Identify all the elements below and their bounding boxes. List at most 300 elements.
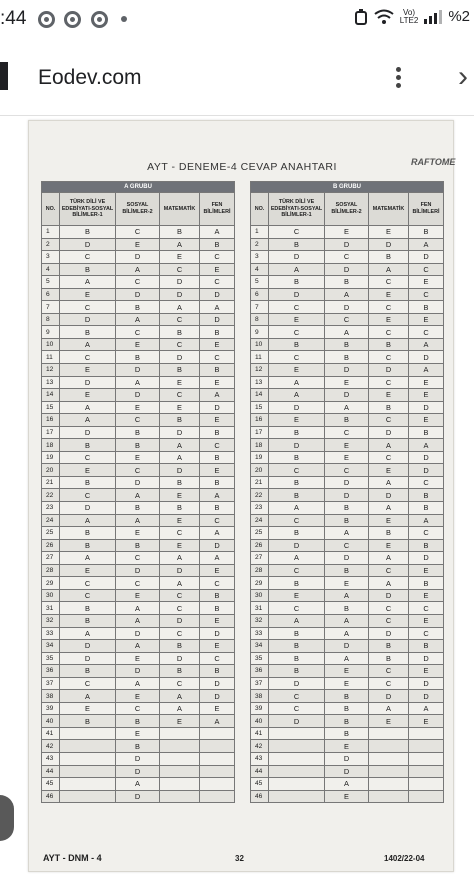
answer-cell: C bbox=[325, 426, 369, 439]
answer-cell: C bbox=[369, 564, 409, 577]
question-number: 26 bbox=[42, 539, 60, 552]
answer-cell: A bbox=[116, 376, 160, 389]
answer-cell bbox=[269, 790, 325, 803]
answer-cell: D bbox=[269, 251, 325, 264]
answer-cell: B bbox=[369, 640, 409, 653]
answer-cell: C bbox=[269, 301, 325, 314]
question-number: 13 bbox=[42, 376, 60, 389]
answer-cell: D bbox=[409, 652, 444, 665]
answer-cell: A bbox=[325, 401, 369, 414]
table-row bbox=[251, 451, 444, 464]
table-row bbox=[42, 665, 235, 678]
answer-cell: C bbox=[116, 326, 160, 339]
answer-cell: E bbox=[269, 589, 325, 602]
answer-cell: B bbox=[269, 640, 325, 653]
answer-cell: B bbox=[160, 226, 200, 239]
question-number: 37 bbox=[42, 677, 60, 690]
back-edge-icon[interactable] bbox=[0, 62, 8, 90]
answer-cell: E bbox=[325, 577, 369, 590]
table-row bbox=[42, 476, 235, 489]
answer-cell: C bbox=[116, 226, 160, 239]
table-row bbox=[42, 539, 235, 552]
answer-cell: C bbox=[60, 351, 116, 364]
answer-cell: E bbox=[60, 288, 116, 301]
answer-cell: B bbox=[200, 451, 235, 464]
question-number: 8 bbox=[42, 313, 60, 326]
table-row bbox=[42, 652, 235, 665]
table-row bbox=[42, 451, 235, 464]
status-bar bbox=[0, 0, 474, 40]
answer-cell: D bbox=[409, 552, 444, 565]
answer-cell: A bbox=[325, 614, 369, 627]
answer-cell: D bbox=[325, 301, 369, 314]
answer-cell: D bbox=[60, 376, 116, 389]
question-number: 45 bbox=[42, 778, 60, 791]
answer-table-a bbox=[41, 181, 235, 803]
answer-cell: E bbox=[269, 313, 325, 326]
answer-cell: D bbox=[369, 489, 409, 502]
table-row bbox=[42, 276, 235, 289]
table-row bbox=[42, 263, 235, 276]
battery-percent: %2 bbox=[448, 8, 470, 25]
answer-cell: B bbox=[369, 251, 409, 264]
group-header: A GRUBU bbox=[42, 182, 235, 193]
answer-cell: A bbox=[369, 476, 409, 489]
answer-cell: B bbox=[60, 263, 116, 276]
answer-cell bbox=[160, 790, 200, 803]
table-row bbox=[42, 527, 235, 540]
answer-cell: D bbox=[160, 276, 200, 289]
column-header: TÜRK DİLİ VE EDEBİYATI-SOSYAL BİLİMLER-1 bbox=[60, 193, 116, 226]
answer-cell: B bbox=[160, 502, 200, 515]
answer-cell: C bbox=[160, 602, 200, 615]
answer-cell: E bbox=[200, 464, 235, 477]
answer-cell: E bbox=[60, 464, 116, 477]
answer-cell: D bbox=[160, 614, 200, 627]
answer-cell: B bbox=[409, 577, 444, 590]
answer-cell bbox=[200, 727, 235, 740]
question-number: 43 bbox=[42, 752, 60, 765]
answer-cell: A bbox=[60, 552, 116, 565]
group-header: B GRUBU bbox=[251, 182, 444, 193]
table-row bbox=[42, 439, 235, 452]
answer-cell: B bbox=[60, 226, 116, 239]
answer-cell: C bbox=[160, 527, 200, 540]
answer-key-document bbox=[28, 120, 454, 872]
answer-cell: B bbox=[325, 276, 369, 289]
answer-cell bbox=[200, 740, 235, 753]
answer-cell: C bbox=[160, 313, 200, 326]
question-number: 34 bbox=[251, 640, 269, 653]
answer-cell: B bbox=[269, 577, 325, 590]
answer-cell: D bbox=[160, 288, 200, 301]
answer-cell: D bbox=[369, 426, 409, 439]
wifi-icon bbox=[374, 9, 394, 25]
answer-cell: B bbox=[116, 426, 160, 439]
table-row bbox=[42, 338, 235, 351]
answer-cell: E bbox=[409, 589, 444, 602]
table-row bbox=[251, 640, 444, 653]
answer-cell bbox=[369, 752, 409, 765]
answer-cell: C bbox=[116, 414, 160, 427]
answer-cell: E bbox=[409, 414, 444, 427]
table-row bbox=[42, 790, 235, 803]
answer-cell: A bbox=[325, 627, 369, 640]
answer-cell: B bbox=[200, 364, 235, 377]
column-header: NO. bbox=[251, 193, 269, 226]
side-handle-button[interactable] bbox=[0, 795, 14, 841]
answer-cell: D bbox=[369, 364, 409, 377]
answer-cell: B bbox=[200, 589, 235, 602]
question-number: 21 bbox=[42, 476, 60, 489]
question-number: 6 bbox=[42, 288, 60, 301]
table-row bbox=[251, 740, 444, 753]
column-header: NO. bbox=[42, 193, 60, 226]
answer-cell: C bbox=[369, 614, 409, 627]
answer-cell: E bbox=[409, 715, 444, 728]
table-row bbox=[251, 715, 444, 728]
question-number: 11 bbox=[251, 351, 269, 364]
table-row bbox=[251, 702, 444, 715]
answer-cell: B bbox=[160, 364, 200, 377]
answer-cell: B bbox=[269, 451, 325, 464]
answer-cell: E bbox=[369, 514, 409, 527]
answer-cell bbox=[269, 740, 325, 753]
answer-cell: C bbox=[160, 263, 200, 276]
question-number: 35 bbox=[251, 652, 269, 665]
answer-cell: B bbox=[269, 426, 325, 439]
answer-cell bbox=[269, 727, 325, 740]
table-row bbox=[42, 564, 235, 577]
answer-cell: C bbox=[269, 702, 325, 715]
answer-cell: B bbox=[60, 326, 116, 339]
answer-cell: B bbox=[200, 665, 235, 678]
answer-cell bbox=[160, 727, 200, 740]
answer-cell: E bbox=[325, 677, 369, 690]
answer-cell: A bbox=[160, 439, 200, 452]
question-number: 24 bbox=[42, 514, 60, 527]
question-number: 36 bbox=[251, 665, 269, 678]
answer-cell: B bbox=[409, 489, 444, 502]
answer-cell: B bbox=[200, 476, 235, 489]
answer-cell: E bbox=[369, 715, 409, 728]
answer-cell: E bbox=[60, 564, 116, 577]
answer-cell: E bbox=[369, 288, 409, 301]
question-number: 44 bbox=[42, 765, 60, 778]
table-row bbox=[251, 263, 444, 276]
answer-cell bbox=[60, 740, 116, 753]
answer-cell: E bbox=[409, 376, 444, 389]
answer-cell bbox=[369, 740, 409, 753]
table-row bbox=[42, 640, 235, 653]
more-options-icon[interactable] bbox=[392, 64, 404, 94]
answer-cell: A bbox=[369, 552, 409, 565]
table-row bbox=[251, 502, 444, 515]
answer-cell: E bbox=[160, 401, 200, 414]
answer-cell: B bbox=[325, 502, 369, 515]
question-number: 1 bbox=[42, 226, 60, 239]
answer-cell: C bbox=[409, 527, 444, 540]
question-number: 15 bbox=[251, 401, 269, 414]
answer-cell: D bbox=[269, 539, 325, 552]
chevron-right-icon[interactable]: › bbox=[458, 60, 468, 93]
answer-cell: A bbox=[269, 376, 325, 389]
table-row bbox=[42, 401, 235, 414]
question-number: 46 bbox=[42, 790, 60, 803]
answer-cell: A bbox=[60, 338, 116, 351]
answer-cell: A bbox=[269, 263, 325, 276]
answer-cell: B bbox=[325, 727, 369, 740]
question-number: 45 bbox=[251, 778, 269, 791]
answer-cell: A bbox=[60, 627, 116, 640]
table-row bbox=[42, 326, 235, 339]
answer-cell: C bbox=[325, 464, 369, 477]
answer-cell: A bbox=[200, 301, 235, 314]
answer-cell: E bbox=[200, 414, 235, 427]
answer-cell bbox=[369, 727, 409, 740]
answer-cell: D bbox=[60, 313, 116, 326]
answer-cell: C bbox=[200, 577, 235, 590]
answer-cell: D bbox=[325, 552, 369, 565]
answer-cell: C bbox=[369, 414, 409, 427]
answer-cell: C bbox=[325, 313, 369, 326]
question-number: 38 bbox=[251, 690, 269, 703]
question-number: 29 bbox=[42, 577, 60, 590]
question-number: 24 bbox=[251, 514, 269, 527]
question-number: 19 bbox=[42, 451, 60, 464]
question-number: 17 bbox=[251, 426, 269, 439]
answer-cell: B bbox=[269, 338, 325, 351]
answer-cell: B bbox=[60, 439, 116, 452]
question-number: 13 bbox=[251, 376, 269, 389]
answer-cell: D bbox=[409, 464, 444, 477]
question-number: 30 bbox=[42, 589, 60, 602]
answer-cell: D bbox=[200, 539, 235, 552]
question-number: 25 bbox=[251, 527, 269, 540]
table-row bbox=[42, 778, 235, 791]
answer-cell: D bbox=[409, 690, 444, 703]
browser-toolbar bbox=[0, 40, 474, 116]
answer-cell: B bbox=[325, 414, 369, 427]
table-row bbox=[251, 414, 444, 427]
answer-cell: B bbox=[409, 539, 444, 552]
question-number: 37 bbox=[251, 677, 269, 690]
answer-cell: A bbox=[325, 652, 369, 665]
table-row bbox=[42, 238, 235, 251]
answer-cell: A bbox=[160, 451, 200, 464]
answer-cell: C bbox=[200, 351, 235, 364]
answer-cell bbox=[409, 790, 444, 803]
answer-cell: A bbox=[160, 552, 200, 565]
answer-cell: A bbox=[369, 502, 409, 515]
answer-cell: E bbox=[409, 564, 444, 577]
url-title[interactable]: Eodev.com bbox=[38, 66, 142, 89]
table-row bbox=[42, 426, 235, 439]
answer-cell: C bbox=[200, 439, 235, 452]
answer-cell: D bbox=[269, 439, 325, 452]
answer-cell: A bbox=[200, 715, 235, 728]
table-row bbox=[42, 765, 235, 778]
table-row bbox=[42, 702, 235, 715]
question-number: 17 bbox=[42, 426, 60, 439]
question-number: 28 bbox=[251, 564, 269, 577]
answer-cell: B bbox=[200, 426, 235, 439]
answer-cell: A bbox=[200, 489, 235, 502]
answer-cell: B bbox=[325, 602, 369, 615]
answer-cell: A bbox=[325, 326, 369, 339]
answer-cell: E bbox=[200, 614, 235, 627]
network-type bbox=[400, 9, 419, 25]
answer-cell: D bbox=[325, 476, 369, 489]
sheet-title: AYT - DENEME-4 CEVAP ANAHTARI bbox=[147, 161, 337, 173]
answer-cell bbox=[200, 790, 235, 803]
answer-cell: E bbox=[325, 665, 369, 678]
answer-cell bbox=[409, 727, 444, 740]
answer-cell: A bbox=[116, 614, 160, 627]
table-row bbox=[251, 627, 444, 640]
answer-cell bbox=[269, 765, 325, 778]
answer-cell: C bbox=[200, 652, 235, 665]
answer-cell: E bbox=[325, 439, 369, 452]
question-number: 5 bbox=[251, 276, 269, 289]
table-row bbox=[251, 765, 444, 778]
answer-cell: D bbox=[369, 690, 409, 703]
column-header: SOSYAL BİLİMLER-2 bbox=[325, 193, 369, 226]
answer-cell: A bbox=[116, 677, 160, 690]
question-number: 6 bbox=[251, 288, 269, 301]
question-number: 12 bbox=[42, 364, 60, 377]
question-number: 43 bbox=[251, 752, 269, 765]
answer-cell: E bbox=[116, 527, 160, 540]
answer-cell: D bbox=[409, 351, 444, 364]
answer-cell: E bbox=[325, 740, 369, 753]
answer-cell: A bbox=[409, 338, 444, 351]
answer-cell: E bbox=[160, 489, 200, 502]
answer-cell: C bbox=[116, 552, 160, 565]
column-header: MATEMATİK bbox=[160, 193, 200, 226]
answer-cell: C bbox=[269, 326, 325, 339]
answer-cell: E bbox=[409, 389, 444, 402]
table-row bbox=[42, 301, 235, 314]
column-header: TÜRK DİLİ VE EDEBİYATI-SOSYAL BİLİMLER-1 bbox=[269, 193, 325, 226]
answer-cell bbox=[160, 765, 200, 778]
question-number: 7 bbox=[42, 301, 60, 314]
table-row bbox=[42, 677, 235, 690]
answer-cell bbox=[409, 752, 444, 765]
column-header: MATEMATİK bbox=[369, 193, 409, 226]
answer-cell: B bbox=[116, 502, 160, 515]
answer-cell: D bbox=[116, 251, 160, 264]
answer-cell: B bbox=[116, 539, 160, 552]
answer-cell: E bbox=[200, 263, 235, 276]
answer-cell: B bbox=[60, 527, 116, 540]
answer-cell: A bbox=[160, 702, 200, 715]
answer-cell: E bbox=[60, 389, 116, 402]
answer-cell: D bbox=[160, 564, 200, 577]
answer-cell: D bbox=[160, 464, 200, 477]
answer-cell: A bbox=[269, 614, 325, 627]
sheet-code: 1402/22-04 bbox=[384, 854, 425, 863]
table-row bbox=[251, 665, 444, 678]
answer-cell: C bbox=[409, 476, 444, 489]
answer-cell: B bbox=[369, 527, 409, 540]
table-row bbox=[42, 602, 235, 615]
answer-cell: E bbox=[369, 226, 409, 239]
table-row bbox=[42, 727, 235, 740]
question-number: 21 bbox=[251, 476, 269, 489]
answer-cell: C bbox=[60, 489, 116, 502]
answer-cell: D bbox=[116, 389, 160, 402]
network-lte-label: LTE2 bbox=[399, 15, 419, 25]
question-number: 32 bbox=[42, 614, 60, 627]
answer-cell: B bbox=[60, 715, 116, 728]
answer-cell: E bbox=[60, 364, 116, 377]
publisher-logo: RAFTOME bbox=[411, 157, 456, 167]
question-number: 5 bbox=[42, 276, 60, 289]
answer-cell: C bbox=[369, 326, 409, 339]
answer-cell: A bbox=[200, 527, 235, 540]
answer-cell: E bbox=[60, 702, 116, 715]
table-row bbox=[251, 552, 444, 565]
answer-cell: E bbox=[409, 313, 444, 326]
answer-cell: D bbox=[116, 627, 160, 640]
answer-cell: B bbox=[116, 351, 160, 364]
answer-cell: D bbox=[116, 752, 160, 765]
answer-cell bbox=[200, 765, 235, 778]
question-number: 33 bbox=[251, 627, 269, 640]
answer-cell: C bbox=[269, 226, 325, 239]
more-notifications-icon bbox=[121, 16, 127, 22]
answer-cell: D bbox=[60, 652, 116, 665]
answer-cell: A bbox=[269, 389, 325, 402]
answer-cell: A bbox=[160, 690, 200, 703]
question-number: 14 bbox=[251, 389, 269, 402]
table-row bbox=[251, 376, 444, 389]
answer-cell: D bbox=[116, 476, 160, 489]
answer-cell: A bbox=[160, 577, 200, 590]
answer-cell: C bbox=[325, 539, 369, 552]
answer-cell: A bbox=[116, 640, 160, 653]
answer-cell: C bbox=[269, 464, 325, 477]
answer-cell: D bbox=[325, 489, 369, 502]
table-row bbox=[251, 727, 444, 740]
table-row bbox=[42, 552, 235, 565]
answer-cell: D bbox=[325, 263, 369, 276]
answer-cell: A bbox=[60, 401, 116, 414]
answer-cell: C bbox=[369, 451, 409, 464]
question-number: 7 bbox=[251, 301, 269, 314]
table-row bbox=[42, 288, 235, 301]
answer-cell: E bbox=[116, 652, 160, 665]
question-number: 4 bbox=[251, 263, 269, 276]
table-row bbox=[251, 602, 444, 615]
answer-cell: C bbox=[325, 251, 369, 264]
answer-cell: B bbox=[409, 640, 444, 653]
answer-cell: D bbox=[325, 389, 369, 402]
answer-cell: C bbox=[60, 589, 116, 602]
network-volte-label: Vo) bbox=[403, 7, 416, 17]
answer-cell: E bbox=[116, 451, 160, 464]
answer-cell bbox=[60, 765, 116, 778]
answer-cell: C bbox=[409, 263, 444, 276]
answer-cell: C bbox=[200, 514, 235, 527]
table-row bbox=[251, 514, 444, 527]
answer-cell: B bbox=[409, 502, 444, 515]
answer-cell: B bbox=[369, 652, 409, 665]
question-number: 3 bbox=[251, 251, 269, 264]
question-number: 3 bbox=[42, 251, 60, 264]
answer-cell: B bbox=[160, 326, 200, 339]
